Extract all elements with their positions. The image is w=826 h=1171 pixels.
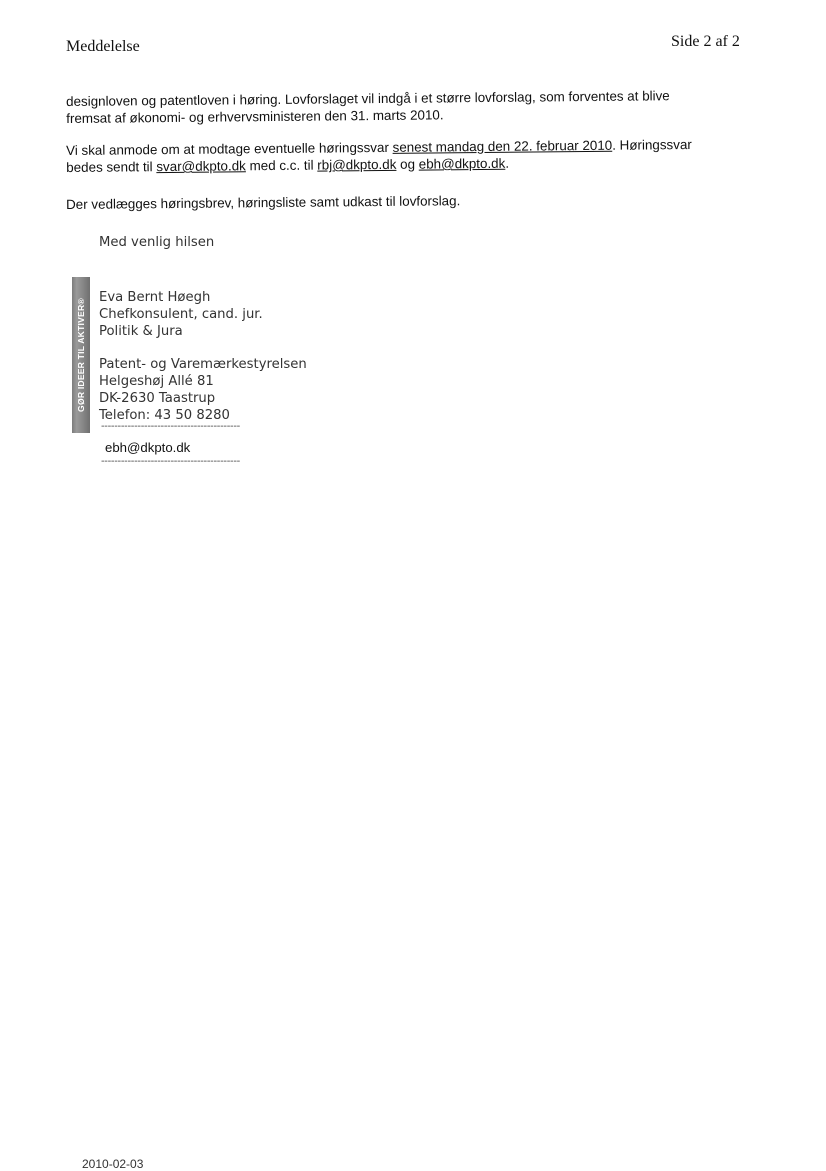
spacer [99,340,307,356]
text: . Høringssvar [612,136,692,153]
signature-block [99,289,307,424]
text: og [396,156,419,172]
signature-street: Helgeshøj Allé 81 [99,374,214,389]
signature-role: Chefkonsulent, cand. jur. [99,307,263,322]
slogan-stripe [72,277,90,433]
signature-org: Patent- og Varemærkestyrelsen [99,357,307,372]
text: med c.c. til [245,157,318,174]
email-link-ebh[interactable]: ebh@dkpto.dk [418,155,506,172]
signature-name: Eva Bernt Høegh [99,290,211,305]
paragraph-1-line-1: designloven og patentloven i høring. Lovforslaget vil indgå i et større lovforslag, som forventes at blive [66,88,670,109]
email-link-rbj[interactable]: rbj@dkpto.dk [317,156,397,173]
signature-city: DK-2630 Taastrup [99,391,216,406]
signature-department: Politik & Jura [99,324,183,339]
signature-email-link[interactable]: ebh@dkpto.dk [105,440,191,455]
header-title: Meddelelse [66,38,140,55]
signature-phone: Telefon: 43 50 8280 [99,408,230,423]
paragraph-3 [66,192,460,213]
text: bedes sendt til [66,159,157,175]
slogan-text: GØR IDEER TIL AKTIVER® [76,298,86,412]
page-number: Side 2 af 2 [671,33,740,50]
paragraph-3-line-1: Der vedlægges høringsbrev, høringsliste samt udkast til lovforslag. [66,193,461,212]
greeting: Med venlig hilsen [99,235,215,250]
text: Vi skal anmode om at modtage eventuelle høringssvar [66,139,393,158]
paragraph-1 [66,87,670,127]
deadline-text: senest mandag den 22. februar 2010 [392,137,613,155]
paragraph-2 [66,136,692,176]
text: . [505,155,510,171]
email-link-svar[interactable]: svar@dkpto.dk [156,158,246,175]
dashed-divider-top: ------------------------------------------ [101,421,240,432]
footer-date: 2010-02-03 [82,1157,144,1171]
paragraph-1-line-2: fremsat af økonomi- og erhvervsministeren den 31. marts 2010. [66,107,444,126]
dashed-divider-bottom: ------------------------------------------ [101,456,240,467]
